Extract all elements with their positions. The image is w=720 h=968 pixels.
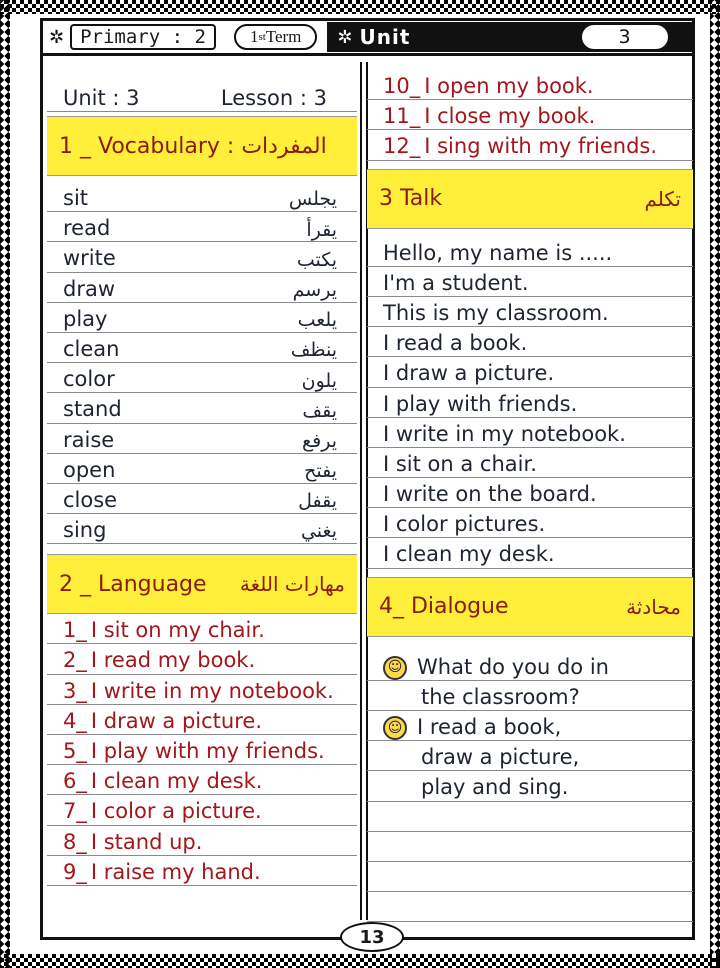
vocabulary-row: [47, 333, 357, 363]
talk-line: I color pictures.: [367, 508, 693, 538]
vocabulary-arabic: يقف: [302, 399, 337, 422]
vocabulary-row: [47, 303, 357, 333]
sentence-text: I sing with my friends.: [424, 134, 658, 159]
blank-line: [367, 892, 693, 922]
language-sentence: [47, 765, 357, 795]
dialogue-line: [367, 711, 693, 741]
unit-banner: [327, 22, 692, 52]
vocabulary-word: stand: [63, 397, 122, 422]
sentence-text: I read my book.: [90, 648, 256, 673]
sentence-number: 10_: [383, 74, 421, 98]
blank-line: [367, 832, 693, 862]
language-sentence: [47, 826, 357, 856]
sentence-text: I clean my desk.: [90, 769, 263, 794]
dialogue-text: the classroom?: [421, 684, 580, 709]
smiley-face-icon: ☺: [383, 716, 407, 740]
language-sentence: [367, 100, 693, 130]
vocabulary-row: [47, 484, 357, 514]
language-sentence: [47, 614, 357, 644]
vocabulary-word: open: [63, 457, 116, 482]
language-sentence: [47, 675, 357, 705]
vocabulary-row: [47, 393, 357, 423]
vocabulary-row: [47, 273, 357, 303]
talk-heading: 3 Talk تكلم: [367, 169, 693, 229]
star-icon: ✲: [337, 26, 354, 48]
dialogue-text: I read a book,: [417, 715, 562, 739]
term-label: 1 st Term: [234, 24, 317, 50]
left-column: [47, 70, 357, 886]
dialogue-line: [367, 681, 693, 711]
vocabulary-arabic: يجلس: [288, 188, 337, 211]
language-list: [47, 614, 357, 886]
border-pattern-bottom: [0, 954, 720, 968]
vocabulary-row: [47, 242, 357, 272]
sentence-text: I play with my friends.: [90, 739, 325, 763]
sentence-number: 8_: [63, 829, 87, 854]
border-pattern-right: [710, 0, 720, 968]
vocabulary-row: [47, 182, 357, 212]
sentence-text: I color a picture.: [90, 799, 262, 824]
dialogue-text: play and sing.: [421, 775, 569, 800]
sentence-text: I open my book.: [424, 74, 594, 98]
dialogue-line: [367, 741, 693, 771]
sentence-number: 2_: [63, 648, 87, 673]
language-heading: 2 _ Language مهارات اللغة: [47, 554, 357, 614]
border-pattern-top: [0, 0, 720, 14]
sentence-text: I draw a picture.: [90, 708, 262, 733]
sentence-number: 11_: [383, 104, 421, 129]
sentence-text: I close my book.: [424, 104, 596, 129]
talk-line: I read a book.: [367, 327, 693, 357]
dialogue-heading: 4_ Dialogue محادثة: [367, 577, 693, 637]
vocabulary-row: [47, 212, 357, 242]
sentence-number: 12_: [383, 134, 421, 159]
vocabulary-row: [47, 454, 357, 484]
lesson-title: Unit : 3 Lesson : 3: [47, 70, 357, 112]
unit-word: Unit: [359, 25, 411, 49]
talk-line: This is my classroom.: [367, 297, 693, 327]
sentence-number: 6_: [63, 769, 87, 794]
vocabulary-word: color: [63, 367, 115, 392]
vocabulary-word: write: [63, 246, 116, 271]
language-sentence: [367, 130, 693, 160]
talk-line: I'm a student.: [367, 267, 693, 297]
vocabulary-word: sing: [63, 518, 107, 543]
vocabulary-word: play: [63, 306, 108, 331]
blank-line: [367, 862, 693, 892]
talk-line: I play with friends.: [367, 388, 693, 418]
page-header: [40, 18, 695, 56]
language-sentence: [47, 705, 357, 735]
talk-line: I draw a picture.: [367, 357, 693, 387]
star-icon: ✲: [49, 26, 65, 48]
right-column: [367, 70, 693, 922]
vocabulary-word: read: [63, 216, 111, 241]
sentence-number: 3_: [63, 678, 87, 703]
language-sentence: [47, 735, 357, 765]
vocabulary-arabic: يغني: [300, 520, 337, 543]
dialogue-line: [367, 771, 693, 801]
vocabulary-arabic: يكتب: [296, 248, 337, 271]
vocabulary-row: [47, 363, 357, 393]
vocabulary-word: raise: [63, 427, 115, 452]
sentence-number: 5_: [63, 739, 87, 763]
vocabulary-arabic: يقرأ: [306, 218, 337, 241]
unit-number: 3: [582, 25, 668, 49]
language-sentence: [367, 70, 693, 100]
dialogue-line: [367, 651, 693, 681]
talk-line: I write in my notebook.: [367, 418, 693, 448]
talk-line: I clean my desk.: [367, 538, 693, 568]
border-pattern-left: [0, 0, 10, 968]
vocabulary-list: [47, 182, 357, 544]
page-number: 13: [340, 922, 404, 952]
sentence-text: I stand up.: [90, 829, 203, 854]
vocabulary-arabic: يفتح: [304, 460, 337, 483]
dialogue-list: [367, 651, 693, 923]
vocabulary-word: clean: [63, 336, 120, 361]
language-sentence: [47, 795, 357, 825]
language-list-continued: [367, 70, 693, 161]
sentence-number: 4_: [63, 708, 87, 733]
grade-label: Primary : 2: [70, 24, 216, 50]
dialogue-text: draw a picture,: [421, 745, 580, 770]
talk-line: I sit on a chair.: [367, 448, 693, 478]
vocabulary-arabic: يلون: [301, 369, 337, 392]
language-sentence: [47, 644, 357, 674]
sentence-text: I sit on my chair.: [90, 618, 265, 643]
sentence-number: 7_: [63, 799, 87, 824]
talk-line: I write on the board.: [367, 478, 693, 508]
vocabulary-row: [47, 424, 357, 454]
vocabulary-arabic: يقفل: [298, 490, 337, 513]
vocabulary-row: [47, 514, 357, 544]
vocabulary-arabic: ينظف: [290, 339, 337, 362]
vocabulary-arabic: يرسم: [292, 278, 337, 301]
dialogue-text: What do you do in: [417, 654, 609, 679]
sentence-text: I raise my hand.: [90, 859, 261, 884]
vocabulary-word: sit: [63, 186, 89, 210]
vocabulary-word: close: [63, 487, 118, 512]
blank-line: [367, 802, 693, 832]
talk-line: Hello, my name is .....: [367, 237, 693, 267]
vocabulary-arabic: يرفع: [302, 429, 337, 452]
language-sentence: [47, 856, 357, 886]
smiley-face-icon: ☺: [383, 656, 407, 680]
vocabulary-arabic: يلعب: [297, 309, 337, 332]
sentence-number: 1_: [63, 618, 87, 643]
vocabulary-heading: 1 _ Vocabulary : المفردات: [47, 116, 357, 176]
talk-list: [367, 237, 693, 569]
sentence-text: I write in my notebook.: [90, 678, 334, 703]
vocabulary-word: draw: [63, 276, 116, 301]
sentence-number: 9_: [63, 859, 87, 884]
